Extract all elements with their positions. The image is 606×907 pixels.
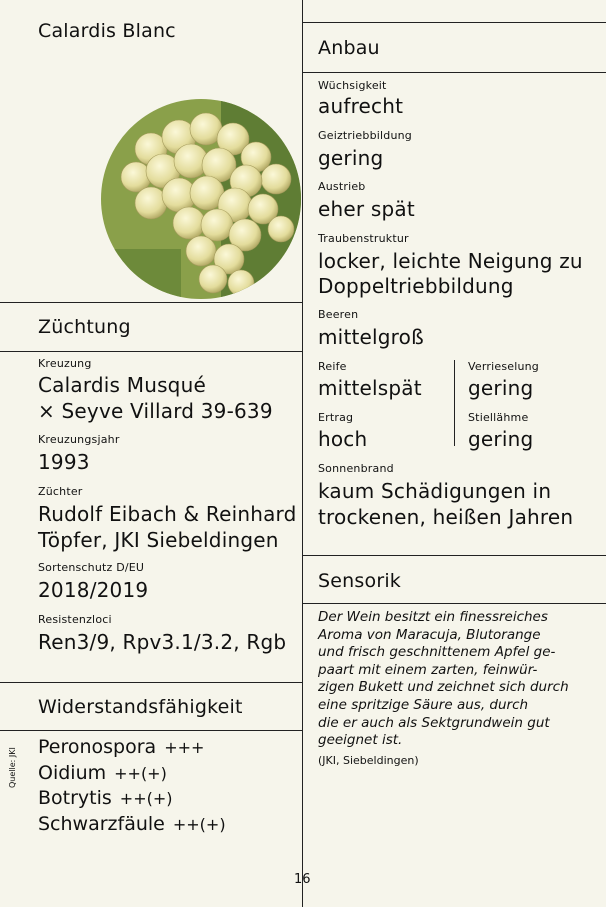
stiellaehme-value: gering	[468, 427, 534, 451]
sonnenbrand-value-2: trockenen, heißen Jahren	[318, 505, 574, 529]
stiellaehme-label: Stiellähme	[468, 411, 529, 424]
rule-anbau	[302, 72, 606, 73]
resistance-list	[38, 735, 226, 837]
zuechter-label: Züchter	[38, 485, 83, 498]
resistenzloci-value: Ren3/9, Rpv3.1/3.2, Rgb	[38, 630, 287, 654]
beeren-value: mittelgroß	[318, 325, 424, 349]
rule-top-right	[302, 22, 606, 23]
resistance-item: Oidium ++(+)	[38, 761, 167, 784]
beeren-label: Beeren	[318, 308, 359, 321]
rule-widerstand-top	[0, 682, 302, 683]
reife-value: mittelspät	[318, 376, 422, 400]
variety-name: Calardis Blanc	[38, 20, 176, 42]
anbau-heading: Anbau	[318, 37, 380, 59]
sonnenbrand-label: Sonnenbrand	[318, 462, 394, 475]
traube-label: Traubenstruktur	[318, 232, 409, 245]
inner-divider	[454, 360, 455, 446]
traube-value-2: Doppeltriebbildung	[318, 274, 514, 298]
resistance-item: Botrytis ++(+)	[38, 787, 173, 809]
verrieselung-value: gering	[468, 376, 534, 400]
resistance-item: Schwarzfäule ++(+)	[38, 812, 226, 835]
kreuzung-value-2: × Seyve Villard 39-639	[38, 399, 273, 423]
ertrag-value: hoch	[318, 427, 368, 451]
zuechtung-heading: Züchtung	[38, 316, 131, 338]
geiztrieb-label: Geiztriebbildung	[318, 129, 412, 142]
rule-zuechtung-top	[0, 302, 302, 303]
sonnenbrand-value-1: kaum Schädigungen in	[318, 479, 552, 503]
sortenschutz-label: Sortenschutz D/EU	[38, 561, 145, 574]
sensorik-text: Der Wein besitzt ein finessreiches Aroma von Maracuja, Blutorange und frisch geschnittenem Apfel ge- paart mit einem zarten, feinwür- zigen Bukett und zeichnet sich durch eine spritzige Säure aus, durch die er auch als Sektgrundwein gut geeignet ist.	[318, 609, 569, 749]
ertrag-label: Ertrag	[318, 411, 354, 424]
kreuzungsjahr-label: Kreuzungsjahr	[38, 433, 120, 446]
sensorik-source: (JKI, Siebeldingen)	[318, 754, 419, 767]
widerstand-heading: Widerstandsfähigkeit	[38, 696, 243, 718]
rule-sensorik-bottom	[302, 603, 606, 604]
resistenzloci-label: Resistenzloci	[38, 613, 112, 626]
source-note: Quelle: JKI	[8, 747, 17, 788]
page-number: 16	[294, 872, 311, 887]
rule-sensorik-top	[302, 555, 606, 556]
austrieb-value: eher spät	[318, 197, 415, 221]
zuechter-value-1: Rudolf Eibach & Reinhard	[38, 502, 297, 526]
zuechter-value-2: Töpfer, JKI Siebeldingen	[38, 528, 279, 552]
geiztrieb-value: gering	[318, 146, 384, 170]
sensorik-heading: Sensorik	[318, 570, 402, 592]
resistance-item: Peronospora +++	[38, 736, 205, 758]
grape-photo	[101, 99, 301, 299]
rule-zuechtung-bottom	[0, 351, 302, 352]
austrieb-label: Austrieb	[318, 180, 366, 193]
reife-label: Reife	[318, 360, 347, 373]
kreuzungsjahr-value: 1993	[38, 450, 90, 474]
column-divider	[302, 0, 303, 907]
rule-widerstand-bottom	[0, 730, 302, 731]
sortenschutz-value: 2018/2019	[38, 578, 149, 602]
kreuzung-value-1: Calardis Musqué	[38, 373, 206, 397]
wuechsigkeit-label: Wüchsigkeit	[318, 79, 387, 92]
verrieselung-label: Verrieselung	[468, 360, 539, 373]
traube-value-1: locker, leichte Neigung zu	[318, 249, 583, 273]
wuechsigkeit-value: aufrecht	[318, 94, 404, 118]
kreuzung-label: Kreuzung	[38, 357, 92, 370]
